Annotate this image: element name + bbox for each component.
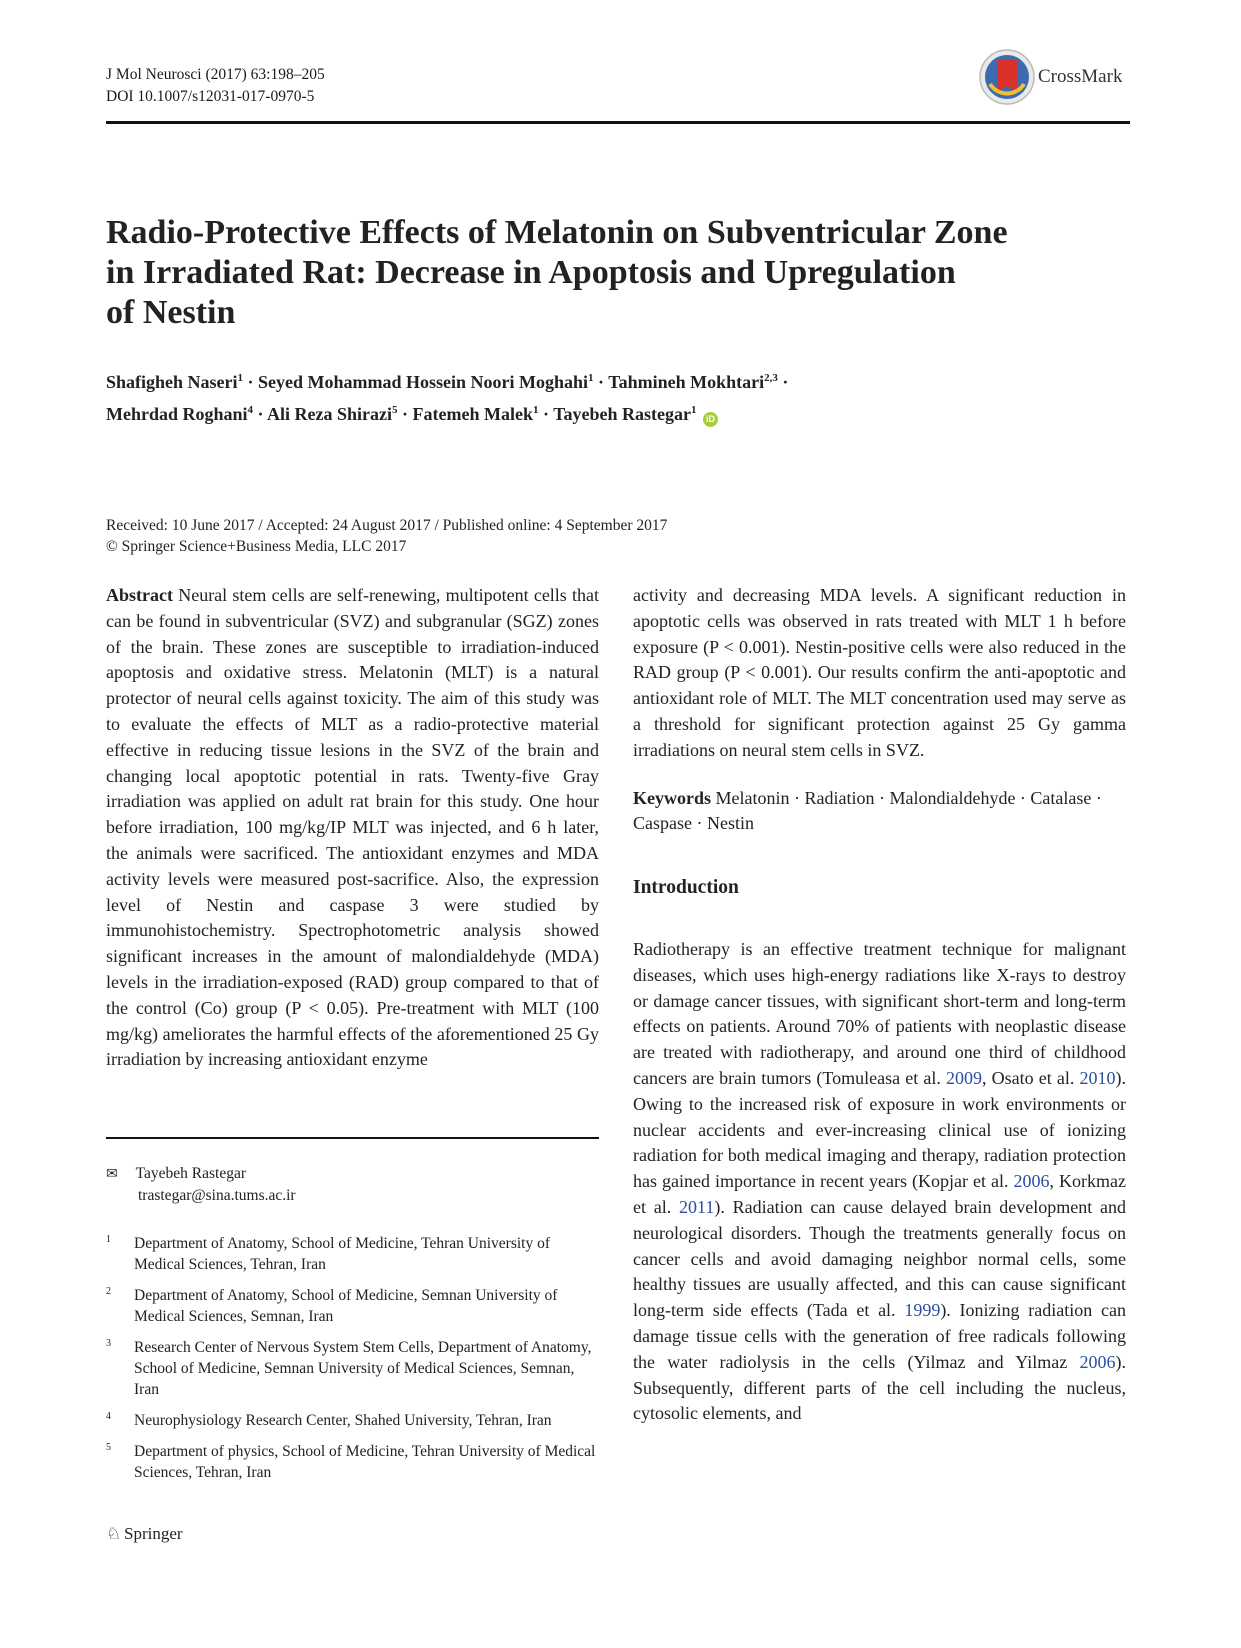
author-name[interactable]: Tayebeh Rastegar bbox=[553, 404, 692, 424]
affiliation-item bbox=[106, 1233, 601, 1275]
corresponding-author: Tayebeh Rastegar bbox=[135, 1165, 247, 1182]
journal-citation bbox=[106, 64, 325, 108]
keywords-label: Keywords bbox=[633, 787, 711, 808]
corresponding-email[interactable]: trastegar@sina.tums.ac.ir bbox=[138, 1187, 296, 1204]
author-affil-sup: 5 bbox=[392, 404, 398, 416]
author-affil-sup: 1 bbox=[237, 372, 244, 384]
springer-logo-icon: ♘ bbox=[106, 1524, 122, 1543]
envelope-icon: ✉ bbox=[106, 1167, 118, 1182]
author-name[interactable]: Seyed Mohammad Hossein Noori Moghahi bbox=[258, 372, 589, 392]
article-title bbox=[106, 213, 1106, 333]
intro-text: , Korkmaz et al. bbox=[633, 1171, 1126, 1217]
citation-link[interactable]: 2011 bbox=[679, 1196, 715, 1217]
introduction-heading: Introduction bbox=[633, 877, 739, 899]
abstract-text-left: Neural stem cells are self-renewing, multipotent cells that can be found in subventricular (SVZ) and subgranular (SGZ) zones of the brain. These zones are susceptible to irradiation-induced apoptosis and oxidative stress. Melatonin (MLT) is a natural protector of neural cells against toxicity. The aim of this study was to evaluate the effects of MLT as a radio-protective material effective in reducing tissue lesions in the SVZ of the brain and changing local apoptotic potential in rats. Twenty-five Gray irradiation was applied on adult rat brain for this study. One hour before irradiation, 100 mg/kg/IP MLT was injected, and 6 h later, the animals were sacrificed. The antioxidant enzymes and MDA activity levels were measured post-sacrifice. Also, the expression level of Nestin and caspase 3 were studied by immunohistochemistry. Spectrophotometric analysis showed significant increases in the amount of malondialdehyde (MDA) levels in the irradiation-exposed (RAD) group compared to that of the control (Co) group (P < 0.05). Pre-treatment with MLT (100 mg/kg) ameliorates the harmful effects of the aforementioned 25 Gy irradiation by increasing antioxidant enzyme bbox=[106, 585, 600, 1070]
affiliation-item bbox=[106, 1410, 601, 1431]
abstract-paragraph bbox=[106, 583, 599, 1073]
author-affil-sup: 2,3 bbox=[764, 372, 778, 384]
affiliation-text: Research Center of Nervous System Stem Cells, Department of Anatomy, School of Medicine, Semnan University of Medical Sciences, Semnan, Iran bbox=[134, 1339, 592, 1398]
publisher-name: Springer bbox=[124, 1524, 183, 1543]
affiliation-item bbox=[106, 1285, 601, 1327]
crossmark-icon bbox=[978, 48, 1036, 106]
keywords-paragraph bbox=[633, 786, 1126, 838]
author-name[interactable]: Shafigheh Naseri bbox=[106, 372, 238, 392]
orcid-icon[interactable]: iD bbox=[703, 412, 718, 427]
journal-line: J Mol Neurosci (2017) 63:198–205 bbox=[106, 66, 325, 83]
intro-text: , Osato et al. bbox=[982, 1067, 1080, 1088]
intro-text: ). Radiation can cause delayed brain development and neurological disorders. Though the treatments generally focus on cancer cells and avoid damaging neighbor normal cells, some healthy tissues are usually affected, and this can cause significant long-term side effects (Tada et al. bbox=[633, 1196, 1126, 1321]
affiliation-number: 2 bbox=[106, 1286, 111, 1297]
received-dates: Received: 10 June 2017 / Accepted: 24 August 2017 / Published online: 4 September 2017 bbox=[106, 517, 668, 534]
author-name[interactable]: Tahmineh Mokhtari bbox=[608, 372, 765, 392]
affiliation-number: 3 bbox=[106, 1338, 111, 1349]
left-column bbox=[106, 583, 599, 1073]
intro-text: ). Owing to the increased risk of exposure in work environments or nuclear accidents and ever-increasing clinical use of ionizing radiation for both medical imaging and therapy, radiation protection has gained importance in recent years (Kopjar et al. bbox=[633, 1067, 1126, 1192]
citation-link[interactable]: 2006 bbox=[1079, 1351, 1116, 1372]
author-affil-sup: 1 bbox=[691, 404, 697, 416]
citation-link[interactable]: 2010 bbox=[1079, 1067, 1116, 1088]
affiliation-text: Department of Anatomy, School of Medicine, Tehran University of Medical Sciences, Tehran, Iran bbox=[134, 1235, 551, 1273]
title-line: in Irradiated Rat: Decrease in Apoptosis and Upregulation bbox=[106, 254, 956, 291]
author-affil-sup: 1 bbox=[533, 404, 539, 416]
header-rule bbox=[106, 121, 1130, 124]
citation-link[interactable]: 2006 bbox=[1013, 1171, 1050, 1192]
publisher-footer bbox=[106, 1524, 183, 1544]
intro-text: ). Ionizing radiation can damage tissue cells with the generation of free radicals following the water radiolysis in the cells (Yilmaz and Yilmaz bbox=[633, 1300, 1126, 1372]
citation-link[interactable]: 1999 bbox=[904, 1300, 941, 1321]
affiliation-number: 1 bbox=[106, 1234, 111, 1245]
author-name[interactable]: Fatemeh Malek bbox=[412, 404, 534, 424]
author-name[interactable]: Ali Reza Shirazi bbox=[267, 404, 393, 424]
title-line: Radio-Protective Effects of Melatonin on Subventricular Zone bbox=[106, 214, 1008, 251]
publication-history bbox=[106, 515, 667, 557]
affiliation-number: 4 bbox=[106, 1411, 111, 1422]
affiliation-number: 5 bbox=[106, 1442, 111, 1453]
affiliation-text: Neurophysiology Research Center, Shahed University, Tehran, Iran bbox=[134, 1412, 552, 1429]
author-affil-sup: 1 bbox=[588, 372, 594, 384]
author-line: Mehrdad Roghani$^4$ · Ali Reza Shirazi$^5$ · Fatemeh Malek$^1$ · Tayebeh Rastegar$^1$ iD bbox=[106, 396, 1126, 428]
affiliation-item bbox=[106, 1441, 601, 1483]
copyright-line: © Springer Science+Business Media, LLC 2017 bbox=[106, 538, 407, 555]
introduction-paragraph bbox=[633, 937, 1126, 1427]
abstract-label: Abstract bbox=[106, 585, 173, 605]
author-line: Shafigheh Naseri$^1$ · Seyed Mohammad Hossein Noori Moghahi$^1$ · Tahmineh Mokhtari$^{2,3}$ · bbox=[106, 372, 789, 392]
affiliation-text: Department of physics, School of Medicine, Tehran University of Medical Sciences, Tehran, Iran bbox=[134, 1443, 596, 1481]
affiliation-text: Department of Anatomy, School of Medicine, Semnan University of Medical Sciences, Semnan, Iran bbox=[134, 1287, 558, 1325]
author-affil-sup: 4 bbox=[247, 404, 254, 416]
correspondence-block bbox=[106, 1163, 599, 1206]
affiliation-list bbox=[106, 1233, 601, 1493]
affiliation-item bbox=[106, 1337, 601, 1400]
intro-text: Radiotherapy is an effective treatment technique for malignant diseases, which uses high-energy radiations like X-rays to destroy or damage cancer tissues, with significant short-term and long-term effects on patients. Around 70% of patients with neoplastic disease are treated with radiotherapy, and around one third of childhood cancers are brain tumors (Tomuleasa et al. bbox=[633, 938, 1126, 1088]
citation-link[interactable]: 2009 bbox=[946, 1067, 982, 1088]
author-name[interactable]: Mehrdad Roghani bbox=[106, 404, 248, 424]
footnote-rule bbox=[106, 1137, 599, 1139]
doi-line[interactable]: DOI 10.1007/s12031-017-0970-5 bbox=[106, 88, 315, 105]
abstract-continuation: activity and decreasing MDA levels. A significant reduction in apoptotic cells was observed in rats treated with MLT 1 h before exposure (P < 0.001). Nestin-positive cells were also reduced in the RAD group (P < 0.001). Our results confirm the anti-apoptotic and antioxidant role of MLT. The MLT concentration used may serve as a threshold for significant protection against 25 Gy gamma irradiations on neural stem cells in SVZ. bbox=[633, 585, 1126, 760]
keywords-text: Melatonin · Radiation · Malondialdehyde · Catalase · Caspase · Nestin bbox=[633, 787, 1102, 834]
crossmark-badge[interactable] bbox=[978, 48, 1130, 106]
title-line: of Nestin bbox=[106, 294, 236, 331]
crossmark-label: CrossMark bbox=[1038, 66, 1123, 87]
author-list bbox=[106, 364, 1126, 428]
right-column bbox=[633, 583, 1126, 1427]
intro-text: ). Subsequently, different parts of the cell including the nucleus, cytosolic elements, and bbox=[633, 1351, 1126, 1424]
